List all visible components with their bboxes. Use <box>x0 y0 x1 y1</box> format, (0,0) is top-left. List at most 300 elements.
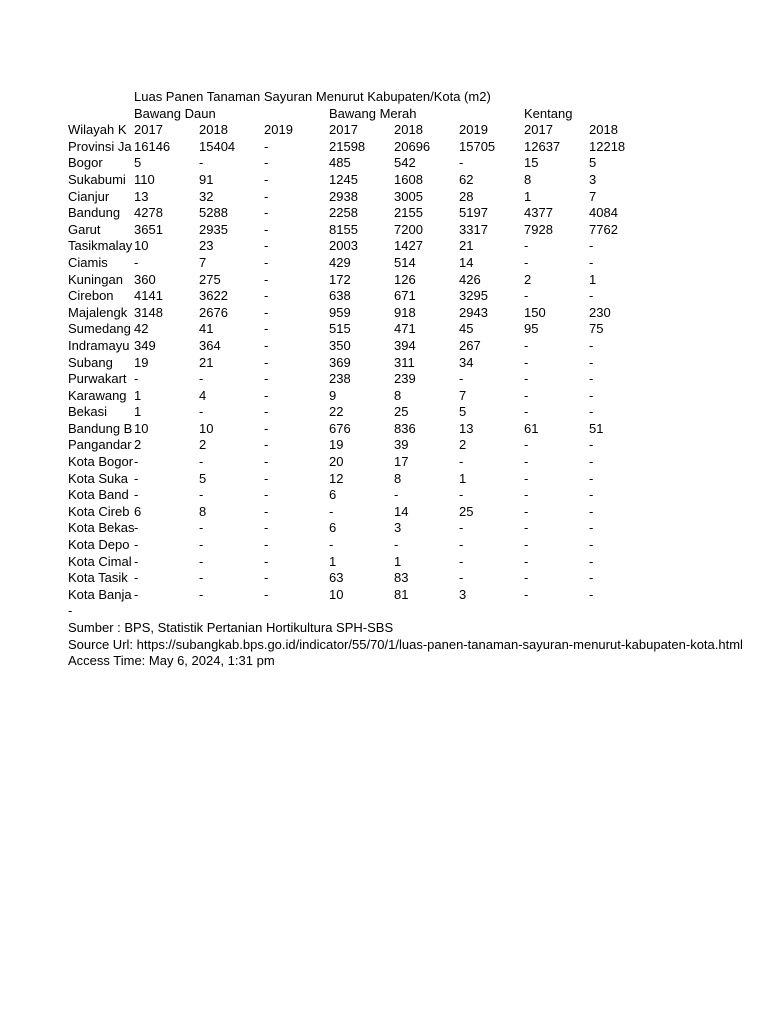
value-cell: - <box>394 537 399 553</box>
table-row <box>68 454 654 471</box>
value-cell: - <box>264 371 269 387</box>
region-name-cell: Kota Band <box>68 487 129 503</box>
table-row <box>68 554 654 571</box>
table-row <box>68 238 654 255</box>
value-cell: 7762 <box>589 221 618 237</box>
value-cell: 959 <box>329 304 351 320</box>
value-cell: 41 <box>199 321 214 337</box>
value-cell: 8155 <box>329 221 358 237</box>
value-cell: 19 <box>329 437 344 453</box>
value-cell: 350 <box>329 337 351 353</box>
value-cell: - <box>264 503 269 519</box>
group-header-row <box>68 106 654 123</box>
value-cell: 1 <box>134 404 142 420</box>
value-cell: - <box>264 271 269 287</box>
value-cell: 1 <box>329 553 337 569</box>
value-cell: 3622 <box>199 288 228 304</box>
region-name-cell: Sumedang <box>68 321 131 337</box>
value-cell: 13 <box>459 420 474 436</box>
value-cell: 83 <box>394 570 409 586</box>
value-cell: 515 <box>329 321 351 337</box>
value-cell: 360 <box>134 271 156 287</box>
value-cell: 7 <box>589 188 597 204</box>
value-cell: - <box>264 387 269 403</box>
value-cell: 63 <box>329 570 344 586</box>
value-cell: 1427 <box>394 238 423 254</box>
value-cell: - <box>524 553 529 569</box>
value-cell: 5197 <box>459 205 488 221</box>
value-cell: - <box>589 454 594 470</box>
value-cell: - <box>134 537 139 553</box>
value-cell: - <box>589 520 594 536</box>
year-header: 2017 <box>134 122 163 138</box>
value-cell: 2943 <box>459 304 488 320</box>
value-cell: 10 <box>134 420 149 436</box>
value-cell: 12 <box>329 470 344 486</box>
value-cell: 150 <box>524 304 546 320</box>
value-cell: 2155 <box>394 205 423 221</box>
value-cell: 15705 <box>459 138 496 154</box>
trailing-row <box>68 603 654 620</box>
value-cell: 5 <box>134 155 142 171</box>
value-cell: 25 <box>459 503 474 519</box>
value-cell: - <box>264 304 269 320</box>
region-name-cell: Bandung <box>68 205 121 221</box>
value-cell: 4141 <box>134 288 163 304</box>
region-name-cell: Kota Bogor <box>68 454 134 470</box>
value-cell: 28 <box>459 188 474 204</box>
region-name-cell: Kota Tasik <box>68 570 128 586</box>
title-row <box>68 89 654 106</box>
spreadsheet-page <box>68 89 743 670</box>
table-row <box>68 222 654 239</box>
region-column-header: Wilayah K <box>68 122 127 138</box>
value-cell: - <box>459 371 464 387</box>
value-cell: 5 <box>199 470 207 486</box>
table-row <box>68 587 654 604</box>
value-cell: 45 <box>459 321 474 337</box>
value-cell: - <box>264 288 269 304</box>
value-cell: 21 <box>199 354 214 370</box>
value-cell: 4377 <box>524 205 553 221</box>
value-cell: - <box>199 454 204 470</box>
value-cell: - <box>199 371 204 387</box>
table-row <box>68 139 654 156</box>
value-cell: - <box>329 503 334 519</box>
value-cell: - <box>524 437 529 453</box>
value-cell: 267 <box>459 337 481 353</box>
access-row <box>68 653 654 670</box>
value-cell: - <box>264 221 269 237</box>
value-cell: 671 <box>394 288 416 304</box>
value-cell: - <box>264 337 269 353</box>
value-cell: - <box>589 288 594 304</box>
value-cell: - <box>264 354 269 370</box>
year-header: 2017 <box>524 122 553 138</box>
value-cell: - <box>589 387 594 403</box>
value-cell: 1 <box>134 387 142 403</box>
url-row <box>68 636 743 654</box>
year-header: 2019 <box>264 122 293 138</box>
value-cell: - <box>264 487 269 503</box>
value-cell: - <box>459 570 464 586</box>
value-cell: 172 <box>329 271 351 287</box>
region-name-cell: Bogor <box>68 155 103 171</box>
value-cell: 4084 <box>589 205 618 221</box>
value-cell: - <box>264 570 269 586</box>
value-cell: 91 <box>199 171 214 187</box>
value-cell: 39 <box>394 437 409 453</box>
value-cell: 1245 <box>329 171 358 187</box>
value-cell: - <box>589 254 594 270</box>
table-row <box>68 338 654 355</box>
value-cell: 7 <box>459 387 467 403</box>
value-cell: 2 <box>459 437 467 453</box>
value-cell: - <box>199 404 204 420</box>
year-header: 2019 <box>459 122 488 138</box>
table-row <box>68 388 654 405</box>
value-cell: 275 <box>199 271 221 287</box>
value-cell: - <box>134 487 139 503</box>
value-cell: - <box>524 586 529 602</box>
value-cell: - <box>524 503 529 519</box>
value-cell: - <box>199 537 204 553</box>
table-row <box>68 172 654 189</box>
value-cell: 5 <box>459 404 467 420</box>
value-cell: 19 <box>134 354 149 370</box>
value-cell: - <box>264 138 269 154</box>
value-cell: 20 <box>329 454 344 470</box>
value-cell: - <box>589 354 594 370</box>
group-bawang-daun: Bawang Daun <box>134 105 216 121</box>
value-cell: - <box>264 420 269 436</box>
table-body <box>68 139 654 604</box>
value-cell: - <box>524 537 529 553</box>
year-header: 2018 <box>589 122 618 138</box>
value-cell: 75 <box>589 321 604 337</box>
value-cell: - <box>394 487 399 503</box>
value-cell: 311 <box>394 354 415 370</box>
value-cell: - <box>459 553 464 569</box>
value-cell: - <box>134 553 139 569</box>
value-cell: - <box>264 321 269 337</box>
value-cell: 4 <box>199 387 207 403</box>
value-cell: 3651 <box>134 221 163 237</box>
region-name-cell: Ciamis <box>68 254 108 270</box>
value-cell: 9 <box>329 387 337 403</box>
value-cell: 2 <box>524 271 532 287</box>
value-cell: - <box>199 553 204 569</box>
value-cell: 42 <box>134 321 149 337</box>
table-row <box>68 520 654 537</box>
value-cell: 1 <box>524 188 532 204</box>
value-cell: - <box>589 586 594 602</box>
value-cell: - <box>329 537 334 553</box>
group-bawang-merah: Bawang Merah <box>329 105 417 121</box>
value-cell: - <box>264 470 269 486</box>
region-name-cell: Bekasi <box>68 404 108 420</box>
value-cell: 15 <box>524 155 539 171</box>
value-cell: 7928 <box>524 221 553 237</box>
table-row <box>68 570 654 587</box>
region-name-cell: Tasikmalay <box>68 238 133 254</box>
value-cell: - <box>524 371 529 387</box>
region-name-cell: Kota Cimal <box>68 553 132 569</box>
table-row <box>68 371 654 388</box>
value-cell: 20696 <box>394 138 431 154</box>
region-name-cell: Bandung B <box>68 420 133 436</box>
value-cell: - <box>199 570 204 586</box>
value-cell: - <box>264 520 269 536</box>
value-cell: 364 <box>199 337 221 353</box>
value-cell: - <box>264 404 269 420</box>
value-cell: 17 <box>394 454 409 470</box>
value-cell: 369 <box>329 354 351 370</box>
region-name-cell: Cirebon <box>68 288 114 304</box>
value-cell: - <box>264 437 269 453</box>
value-cell: - <box>589 337 594 353</box>
value-cell: 2003 <box>329 238 358 254</box>
value-cell: - <box>134 586 139 602</box>
year-header: 2017 <box>329 122 358 138</box>
value-cell: 51 <box>589 420 604 436</box>
value-cell: - <box>264 454 269 470</box>
value-cell: - <box>264 586 269 602</box>
value-cell: 61 <box>524 420 539 436</box>
value-cell: - <box>524 404 529 420</box>
value-cell: 3 <box>394 520 402 536</box>
table-row <box>68 537 654 554</box>
region-name-cell: Kota Bekas <box>68 520 135 536</box>
value-cell: 10 <box>329 586 344 602</box>
value-cell: - <box>134 520 139 536</box>
value-cell: - <box>199 586 204 602</box>
value-cell: 25 <box>394 404 409 420</box>
value-cell: 1608 <box>394 171 423 187</box>
table-row <box>68 205 654 222</box>
value-cell: 2676 <box>199 304 228 320</box>
group-kentang: Kentang <box>524 105 573 121</box>
value-cell: 8 <box>524 171 532 187</box>
value-cell: 3295 <box>459 288 488 304</box>
source-row <box>68 620 654 637</box>
table-row <box>68 437 654 454</box>
table-row <box>68 155 654 172</box>
value-cell: - <box>459 537 464 553</box>
source-text: Sumber : BPS, Statistik Pertanian Hortikultura SPH-SBS <box>68 620 394 635</box>
value-cell: 2935 <box>199 221 228 237</box>
table-row <box>68 255 654 272</box>
value-cell: - <box>134 254 139 270</box>
value-cell: - <box>589 503 594 519</box>
region-name-cell: Kota Suka <box>68 470 128 486</box>
year-header: 2018 <box>199 122 228 138</box>
table-row <box>68 504 654 521</box>
value-cell: 6 <box>134 503 142 519</box>
value-cell: 15404 <box>199 138 236 154</box>
value-cell: 429 <box>329 254 351 270</box>
value-cell: - <box>589 537 594 553</box>
value-cell: - <box>589 470 594 486</box>
table-row <box>68 189 654 206</box>
value-cell: 2 <box>199 437 207 453</box>
value-cell: 13 <box>134 188 149 204</box>
value-cell: 16146 <box>134 138 171 154</box>
value-cell: 110 <box>134 171 155 187</box>
value-cell: - <box>589 570 594 586</box>
value-cell: 14 <box>394 503 409 519</box>
year-header: 2018 <box>394 122 423 138</box>
region-name-cell: Provinsi Ja <box>68 138 132 154</box>
value-cell: 32 <box>199 188 214 204</box>
value-cell: 836 <box>394 420 416 436</box>
value-cell: - <box>264 238 269 254</box>
value-cell: - <box>459 520 464 536</box>
table-row <box>68 471 654 488</box>
value-cell: 918 <box>394 304 416 320</box>
value-cell: 514 <box>394 254 416 270</box>
value-cell: 22 <box>329 404 344 420</box>
value-cell: 3148 <box>134 304 163 320</box>
table-title: Luas Panen Tanaman Sayuran Menurut Kabupaten/Kota (m2) <box>134 89 491 104</box>
region-name-cell: Kuningan <box>68 271 123 287</box>
value-cell: 6 <box>329 487 337 503</box>
value-cell: 230 <box>589 304 611 320</box>
value-cell: 5288 <box>199 205 228 221</box>
value-cell: - <box>524 354 529 370</box>
region-name-cell: Subang <box>68 354 113 370</box>
value-cell: - <box>524 570 529 586</box>
value-cell: - <box>459 155 464 171</box>
value-cell: 239 <box>394 371 416 387</box>
value-cell: 3 <box>589 171 597 187</box>
value-cell: 8 <box>394 470 402 486</box>
region-name-cell: Cianjur <box>68 188 110 204</box>
value-cell: 7 <box>199 254 207 270</box>
region-name-cell: Majalengk <box>68 304 128 320</box>
value-cell: 14 <box>459 254 474 270</box>
value-cell: - <box>459 487 464 503</box>
access-time: Access Time: May 6, 2024, 1:31 pm <box>68 653 275 669</box>
value-cell: - <box>199 155 204 171</box>
region-name-cell: Kota Banja <box>68 586 132 602</box>
value-cell: - <box>459 454 464 470</box>
value-cell: - <box>589 487 594 503</box>
value-cell: 394 <box>394 337 416 353</box>
value-cell: 95 <box>524 321 539 337</box>
value-cell: 1 <box>394 553 402 569</box>
table-row <box>68 487 654 504</box>
source-url: Source Url: https://subangkab.bps.go.id/indicator/55/70/1/luas-panen-tanaman-sayuran-menurut-kabupaten-kota.html <box>68 636 743 652</box>
trailing-dash: - <box>68 603 73 619</box>
value-cell: 10 <box>199 420 214 436</box>
value-cell: - <box>524 520 529 536</box>
value-cell: 3005 <box>394 188 423 204</box>
value-cell: - <box>264 553 269 569</box>
region-name-cell: Purwakart <box>68 371 127 387</box>
value-cell: 81 <box>394 586 409 602</box>
value-cell: - <box>524 288 529 304</box>
value-cell: 4278 <box>134 205 163 221</box>
value-cell: - <box>524 387 529 403</box>
value-cell: - <box>264 188 269 204</box>
value-cell: - <box>589 371 594 387</box>
table-row <box>68 355 654 372</box>
region-name-cell: Indramayu <box>68 337 130 353</box>
value-cell: 2 <box>134 437 142 453</box>
value-cell: - <box>134 570 139 586</box>
value-cell: 3317 <box>459 221 488 237</box>
value-cell: - <box>264 254 269 270</box>
value-cell: 21598 <box>329 138 366 154</box>
value-cell: 10 <box>134 238 149 254</box>
value-cell: 542 <box>394 155 416 171</box>
region-name-cell: Garut <box>68 221 101 237</box>
value-cell: 8 <box>199 503 207 519</box>
value-cell: - <box>589 437 594 453</box>
value-cell: - <box>524 470 529 486</box>
value-cell: - <box>524 254 529 270</box>
value-cell: 426 <box>459 271 481 287</box>
value-cell: - <box>264 537 269 553</box>
value-cell: - <box>199 487 204 503</box>
value-cell: 62 <box>459 171 474 187</box>
value-cell: - <box>264 155 269 171</box>
value-cell: 471 <box>394 321 416 337</box>
region-name-cell: Sukabumi <box>68 171 126 187</box>
value-cell: - <box>589 404 594 420</box>
value-cell: 8 <box>394 387 402 403</box>
value-cell: 2938 <box>329 188 358 204</box>
table-row <box>68 305 654 322</box>
region-name-cell: Pangandar <box>68 437 132 453</box>
value-cell: 638 <box>329 288 351 304</box>
value-cell: 3 <box>459 586 467 602</box>
value-cell: - <box>589 553 594 569</box>
value-cell: 676 <box>329 420 351 436</box>
year-header-row <box>68 122 654 139</box>
value-cell: 1 <box>459 470 467 486</box>
value-cell: - <box>134 454 139 470</box>
value-cell: - <box>264 171 269 187</box>
value-cell: 12218 <box>589 138 626 154</box>
value-cell: - <box>199 520 204 536</box>
region-name-cell: Kota Cireb <box>68 503 130 519</box>
value-cell: 485 <box>329 155 351 171</box>
value-cell: 2258 <box>329 205 358 221</box>
value-cell: - <box>524 238 529 254</box>
value-cell: 7200 <box>394 221 423 237</box>
value-cell: 23 <box>199 238 214 254</box>
table-row <box>68 272 654 289</box>
value-cell: - <box>524 337 529 353</box>
value-cell: - <box>589 238 594 254</box>
value-cell: 12637 <box>524 138 561 154</box>
value-cell: 126 <box>394 271 416 287</box>
value-cell: 21 <box>459 238 474 254</box>
region-name-cell: Kota Depo <box>68 537 130 553</box>
value-cell: - <box>134 371 139 387</box>
region-name-cell: Karawang <box>68 387 127 403</box>
table-row <box>68 288 654 305</box>
value-cell: - <box>134 470 139 486</box>
value-cell: 5 <box>589 155 597 171</box>
value-cell: - <box>264 205 269 221</box>
value-cell: - <box>524 487 529 503</box>
value-cell: 34 <box>459 354 474 370</box>
table-row <box>68 321 654 338</box>
value-cell: - <box>524 454 529 470</box>
